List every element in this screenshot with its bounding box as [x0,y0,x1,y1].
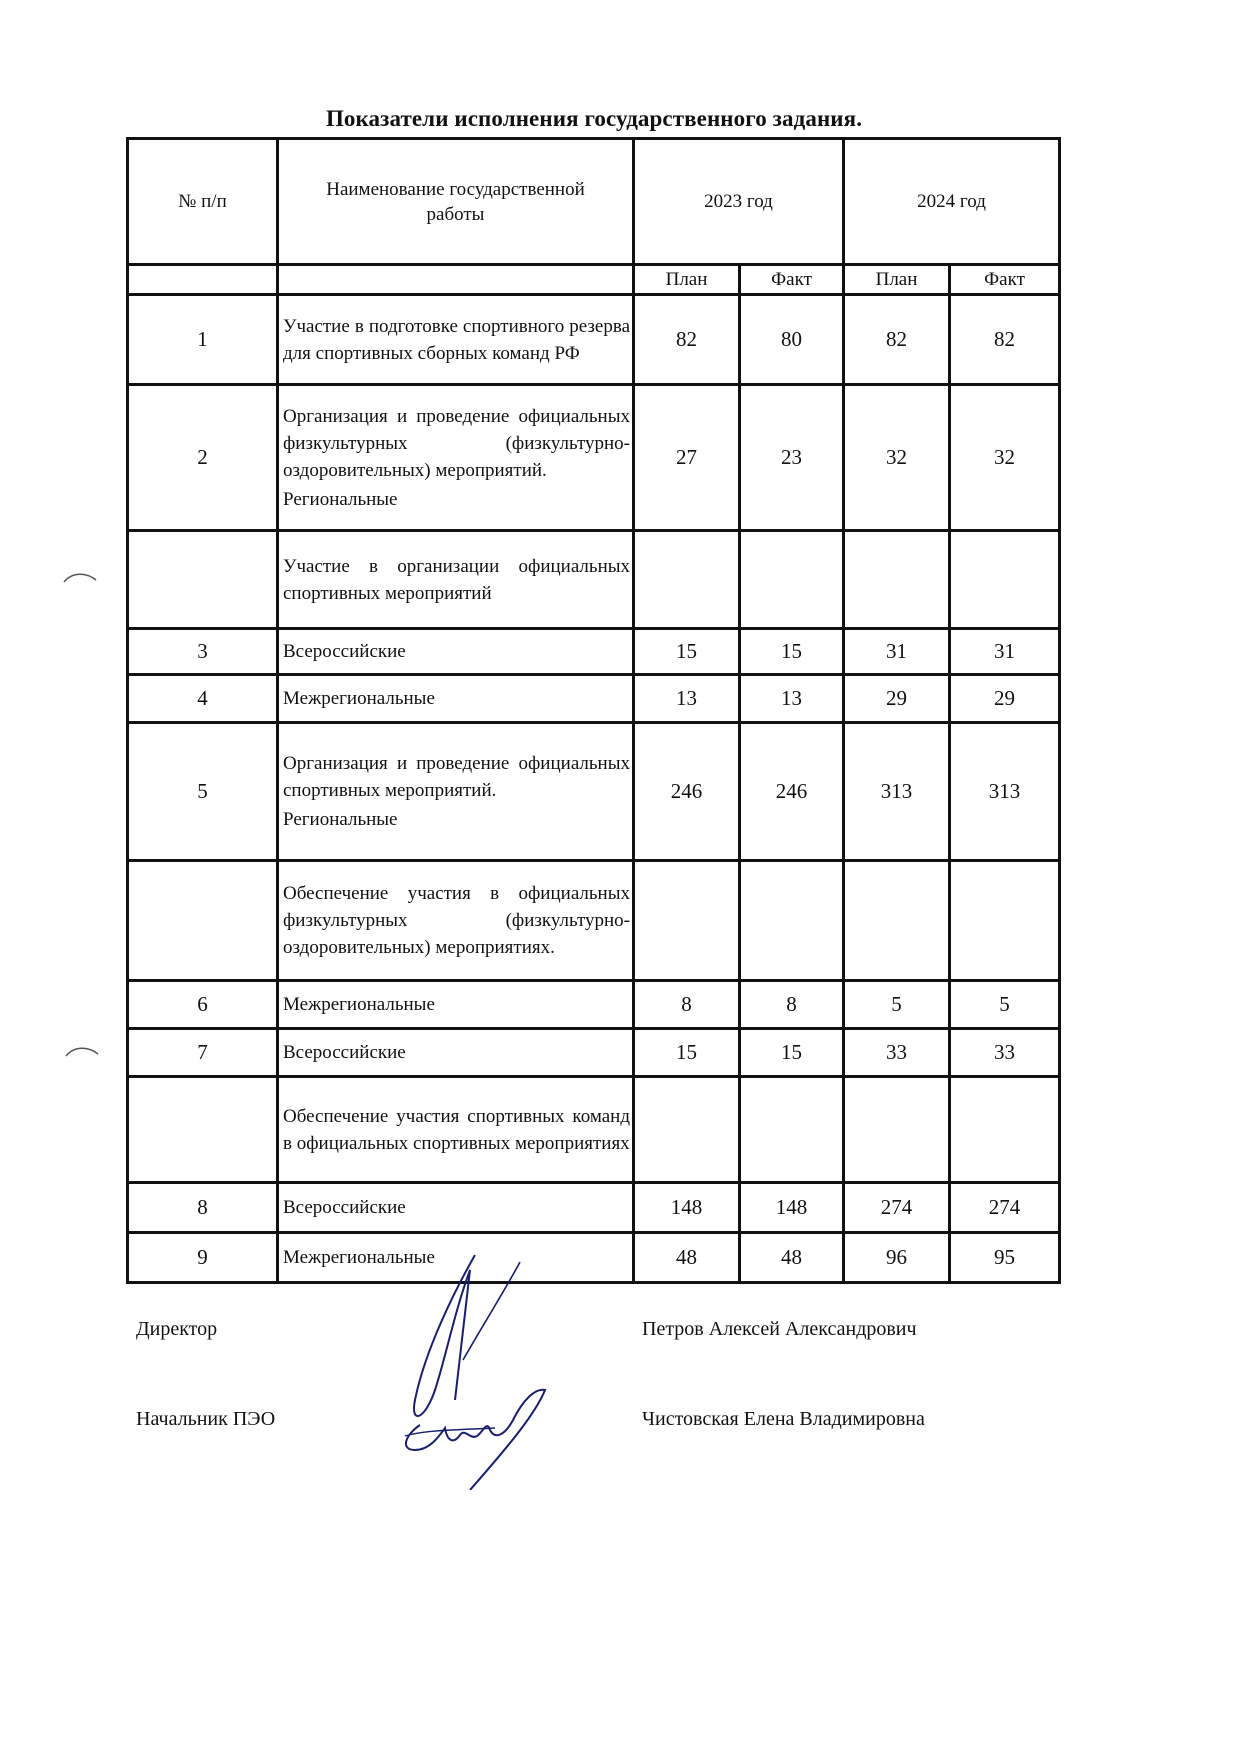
row-number: 5 [128,723,278,861]
plan-2023: 27 [634,385,740,531]
fact-2023: 23 [740,385,844,531]
punch-hole-mark [60,568,100,588]
plan-2024: 313 [844,723,950,861]
fact-2023: 8 [740,981,844,1029]
row-number: 6 [128,981,278,1029]
subheader-fact-2023: Факт [740,265,844,295]
fact-2023: 13 [740,675,844,723]
header-year-2024: 2024 год [844,139,1060,265]
document-title: Показатели исполнения государственного задания. [325,106,863,131]
row-number: 9 [128,1233,278,1283]
row-number: 3 [128,629,278,675]
table-row [128,675,1060,723]
row-name [278,385,634,531]
fact-2023 [740,861,844,981]
indicators-table [126,137,1061,1284]
row-number: 7 [128,1029,278,1077]
row-name-text: Обеспечение участия спортивных команд в официальных спортивных мероприятиях [283,1105,630,1154]
plan-2024: 32 [844,385,950,531]
fact-2023: 15 [740,629,844,675]
fact-2024: 5 [950,981,1060,1029]
row-name-text: Обеспечение участия в официальных физкультурных (физкультурно-оздоровительных) мероприятиях. [283,883,630,958]
fact-2023: 15 [740,1029,844,1077]
row-name [278,1077,634,1183]
header-year-2023: 2023 год [634,139,844,265]
plan-2024 [844,1077,950,1183]
peo-name: Чистовская Елена Владимировна [642,1408,925,1430]
plan-2024: 33 [844,1029,950,1077]
table-row [128,723,1060,861]
plan-2024: 31 [844,629,950,675]
subheader-empty [278,265,634,295]
plan-2024: 274 [844,1183,950,1233]
row-number: 2 [128,385,278,531]
plan-2024 [844,531,950,629]
header-no: № п/п [128,139,278,265]
fact-2023 [740,531,844,629]
fact-2024: 32 [950,385,1060,531]
header-row [128,139,1060,265]
table-row [128,1077,1060,1183]
fact-2024: 274 [950,1183,1060,1233]
fact-2023: 148 [740,1183,844,1233]
table-row [128,1029,1060,1077]
plan-2023: 82 [634,295,740,385]
header-name-text: Наименование государственной работы [326,178,585,225]
row-name [278,629,634,675]
row-name-text: Межрегиональные [283,1247,435,1268]
row-name-text: Всероссийские [283,1042,406,1063]
plan-2023 [634,861,740,981]
row-name [278,675,634,723]
fact-2024: 29 [950,675,1060,723]
row-name [278,861,634,981]
table-row [128,385,1060,531]
fact-2024: 31 [950,629,1060,675]
director-title: Директор [136,1318,218,1340]
fact-2024 [950,861,1060,981]
table-row [128,1183,1060,1233]
row-name [278,295,634,385]
table-row [128,861,1060,981]
header-name [278,139,634,265]
fact-2023: 80 [740,295,844,385]
row-name-text: Участие в подготовке спортивного резерва для спортивных сборных команд РФ [283,315,630,364]
plan-2024: 5 [844,981,950,1029]
subheader-row [128,265,1060,295]
row-name-text: Всероссийские [283,1197,406,1218]
fact-2023 [740,1077,844,1183]
row-name [278,981,634,1029]
subheader-plan-2024: План [844,265,950,295]
row-number [128,1077,278,1183]
plan-2023 [634,1077,740,1183]
row-number: 1 [128,295,278,385]
fact-2023: 48 [740,1233,844,1283]
row-name-subtitle: Региональные [283,809,398,830]
fact-2024: 82 [950,295,1060,385]
row-name-text: Межрегиональные [283,688,435,709]
row-name [278,1183,634,1233]
plan-2023 [634,531,740,629]
row-name [278,723,634,861]
table-row [128,531,1060,629]
row-name [278,1029,634,1077]
plan-2024: 82 [844,295,950,385]
plan-2023: 48 [634,1233,740,1283]
row-number [128,531,278,629]
row-name-subtitle: Региональные [283,488,398,510]
fact-2024: 313 [950,723,1060,861]
subheader-plan-2023: План [634,265,740,295]
plan-2023: 8 [634,981,740,1029]
punch-hole-mark [62,1042,102,1062]
fact-2024: 33 [950,1029,1060,1077]
plan-2023: 15 [634,1029,740,1077]
row-number: 8 [128,1183,278,1233]
row-number [128,861,278,981]
subheader-fact-2024: Факт [950,265,1060,295]
plan-2024 [844,861,950,981]
plan-2023: 246 [634,723,740,861]
plan-2023: 148 [634,1183,740,1233]
row-name-text: Организация и проведение официальных физкультурных (физкультурно-оздоровительных) мероприятий. [283,405,630,481]
plan-2023: 15 [634,629,740,675]
plan-2024: 96 [844,1233,950,1283]
director-name: Петров Алексей Александрович [642,1318,917,1340]
fact-2024 [950,531,1060,629]
row-name-text: Участие в организации официальных спортивных мероприятий [283,555,630,604]
plan-2024: 29 [844,675,950,723]
table-row [128,629,1060,675]
table-row [128,295,1060,385]
fact-2023: 246 [740,723,844,861]
fact-2024: 95 [950,1233,1060,1283]
plan-2023: 13 [634,675,740,723]
handwritten-signature [395,1250,595,1490]
peo-title: Начальник ПЭО [136,1408,276,1430]
table-row [128,981,1060,1029]
row-name-text: Межрегиональные [283,994,435,1015]
subheader-empty [128,265,278,295]
fact-2024 [950,1077,1060,1183]
row-name [278,531,634,629]
row-name-text: Организация и проведение официальных спортивных мероприятий. [283,753,630,801]
row-number: 4 [128,675,278,723]
row-name-text: Всероссийские [283,641,406,662]
